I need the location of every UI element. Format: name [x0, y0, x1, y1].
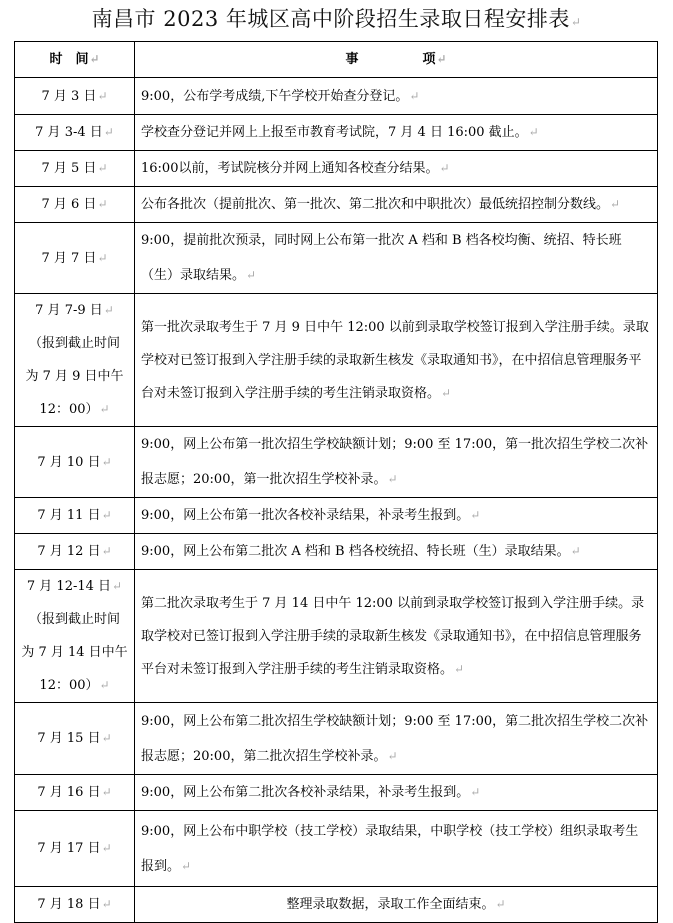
paragraph-mark-icon: ↵ [101, 731, 112, 745]
time-cell [15, 703, 135, 775]
time-cell [15, 570, 135, 703]
title-text: 南昌市 2023 年城区高中阶段招生录取日程安排表 [91, 7, 570, 31]
paragraph-mark-icon: ↵ [387, 748, 398, 763]
time-line: 7 月 16 日↵ [37, 785, 112, 800]
paragraph-mark-icon: ↵ [454, 661, 465, 676]
time-cell [15, 223, 135, 294]
event-text: 学校查分登记并网上上报至市教育考试院，7 月 4 日 16:00 截止。 [141, 125, 528, 140]
time-line: 7 月 12-14 日↵ [26, 579, 123, 594]
table-row [15, 887, 658, 923]
paragraph-mark-icon: ↵ [101, 897, 112, 911]
table-row [15, 223, 658, 294]
time-line: （报到截止时间 [28, 336, 120, 351]
header-event-label-b: 项 [422, 52, 436, 67]
table-row [15, 151, 658, 187]
header-event [135, 42, 658, 78]
event-text: 第二批次录取考生于 7 月 14 日中午 12:00 以前到录取学校签订报到入学注册手续。录取学校对已签订报到入学注册手续的录取新生核发《录取通知书》，在中招信息管理服务平台对未签订报到入学注册手续的考生注销录取资格。 [141, 595, 645, 677]
event-text: 第一批次录取考生于 7 月 9 日中午 12:00 以前到录取学校签订报到入学注册手续。录取学校对已签订报到入学注册手续的录取新生核发《录取通知书》，在中招信息管理服务平台对未签订报到入学注册手续的考生注销录取资格。 [141, 319, 649, 401]
paragraph-mark-icon: ↵ [89, 52, 100, 66]
table-row [15, 570, 658, 703]
paragraph-mark-icon: ↵ [97, 88, 108, 103]
paragraph-mark-icon: ↵ [570, 15, 582, 29]
time-cell [15, 294, 135, 427]
time-cell [15, 498, 135, 534]
paragraph-mark-icon: ↵ [528, 125, 539, 139]
table-row [15, 498, 658, 534]
paragraph-mark-icon: ↵ [409, 88, 420, 103]
event-cell [135, 427, 658, 498]
event-cell [135, 498, 658, 534]
time-line: 7 月 15 日↵ [37, 731, 112, 746]
header-time-label: 时 间 [49, 52, 89, 67]
time-cell [15, 887, 135, 923]
table-row [15, 294, 658, 427]
time-line: 7 月 3 日↵ [41, 88, 108, 104]
header-event-label-a: 事 [345, 52, 359, 67]
time-line: 7 月 10 日↵ [37, 454, 112, 470]
paragraph-mark-icon: ↵ [387, 472, 398, 486]
paragraph-mark-icon: ↵ [570, 544, 581, 558]
event-cell [135, 887, 658, 923]
paragraph-mark-icon: ↵ [470, 785, 481, 799]
time-line: 7 月 5 日↵ [41, 161, 108, 176]
event-text: 9:00，公布学考成绩,下午学校开始查分登记。 [141, 88, 409, 104]
paragraph-mark-icon: ↵ [436, 52, 447, 66]
table-row [15, 427, 658, 498]
event-text: 9:00，网上公布中职学校（技工学校）录取结果，中职学校（技工学校）组织录取考生报到。 [141, 823, 639, 874]
event-text: 整理录取数据，录取工作全面结束。 [286, 897, 495, 912]
header-row [15, 42, 658, 78]
event-cell [135, 811, 658, 887]
time-cell [15, 151, 135, 187]
event-cell [135, 151, 658, 187]
paragraph-mark-icon: ↵ [101, 785, 112, 799]
event-text: 9:00，网上公布第二批次 A 档和 B 档各校统招、特长班（生）录取结果。 [141, 544, 570, 559]
event-text: 9:00，网上公布第二批次各校补录结果，补录考生报到。 [141, 785, 470, 800]
paragraph-mark-icon: ↵ [181, 858, 192, 873]
paragraph-mark-icon: ↵ [103, 125, 114, 139]
event-cell [135, 775, 658, 811]
time-line: 7 月 7-9 日↵ [35, 303, 114, 318]
event-text: 16:00以前，考试院核分并网上通知各校查分结果。 [141, 161, 439, 176]
paragraph-mark-icon: ↵ [97, 250, 108, 265]
page-title [0, 4, 673, 37]
event-cell [135, 115, 658, 151]
table-row [15, 811, 658, 887]
table-row [15, 534, 658, 570]
time-line: 为 7 月 14 日中午 [21, 645, 128, 660]
time-line: 7 月 17 日↵ [37, 841, 112, 856]
time-cell [15, 187, 135, 223]
table-row [15, 115, 658, 151]
event-text: 9:00，网上公布第二批次招生学校缺额计划；9:00 至 17:00，第二批次招生学校二次补报志愿；20:00，第二批次招生学校补录。 [141, 713, 649, 764]
time-cell [15, 811, 135, 887]
time-line: 为 7 月 9 日中午 [25, 369, 124, 384]
paragraph-mark-icon: ↵ [112, 579, 123, 593]
time-cell [15, 115, 135, 151]
time-line: 7 月 3-4 日↵ [35, 125, 114, 140]
table-row [15, 78, 658, 115]
event-cell [135, 534, 658, 570]
table-row [15, 187, 658, 223]
time-line: 7 月 18 日↵ [37, 897, 112, 912]
paragraph-mark-icon: ↵ [101, 544, 112, 558]
paragraph-mark-icon: ↵ [99, 402, 110, 416]
event-text: 9:00，提前批次预录，同时网上公布第一批次 A 档和 B 档各校均衡、统招、特长班（生）录取结果。 [141, 233, 622, 283]
paragraph-mark-icon: ↵ [101, 454, 112, 469]
paragraph-mark-icon: ↵ [101, 508, 112, 522]
schedule-table [14, 41, 658, 923]
time-line: 12：00）↵ [39, 402, 110, 417]
time-cell [15, 427, 135, 498]
time-cell [15, 534, 135, 570]
paragraph-mark-icon: ↵ [495, 897, 506, 911]
paragraph-mark-icon: ↵ [246, 268, 257, 282]
time-cell [15, 78, 135, 115]
time-line: 7 月 11 日↵ [37, 508, 112, 523]
paragraph-mark-icon: ↵ [97, 161, 108, 175]
time-line: 12：00）↵ [39, 678, 110, 693]
paragraph-mark-icon: ↵ [610, 197, 621, 211]
event-cell [135, 78, 658, 115]
event-cell [135, 294, 658, 427]
event-cell [135, 223, 658, 294]
event-text: 公布各批次（提前批次、第一批次、第二批次和中职批次）最低统招控制分数线。 [141, 197, 610, 212]
paragraph-mark-icon: ↵ [470, 508, 481, 522]
paragraph-mark-icon: ↵ [97, 197, 108, 211]
table-row [15, 775, 658, 811]
event-cell [135, 187, 658, 223]
paragraph-mark-icon: ↵ [99, 678, 110, 692]
time-line: 7 月 6 日↵ [41, 197, 108, 212]
time-line: 7 月 12 日↵ [37, 544, 112, 559]
paragraph-mark-icon: ↵ [103, 303, 114, 317]
time-line: 7 月 7 日↵ [41, 250, 108, 266]
event-text: 9:00，网上公布第一批次招生学校缺额计划；9:00 至 17:00，第一批次招生学校二次补报志愿；20:00，第一批次招生学校补录。 [141, 437, 649, 487]
paragraph-mark-icon: ↵ [441, 385, 452, 400]
event-cell [135, 703, 658, 775]
time-cell [15, 775, 135, 811]
time-line: （报到截止时间 [28, 612, 120, 627]
event-cell [135, 570, 658, 703]
event-text: 9:00，网上公布第一批次各校补录结果，补录考生报到。 [141, 508, 470, 523]
header-time [15, 42, 135, 78]
table-row [15, 703, 658, 775]
paragraph-mark-icon: ↵ [439, 161, 450, 175]
paragraph-mark-icon: ↵ [101, 841, 112, 855]
